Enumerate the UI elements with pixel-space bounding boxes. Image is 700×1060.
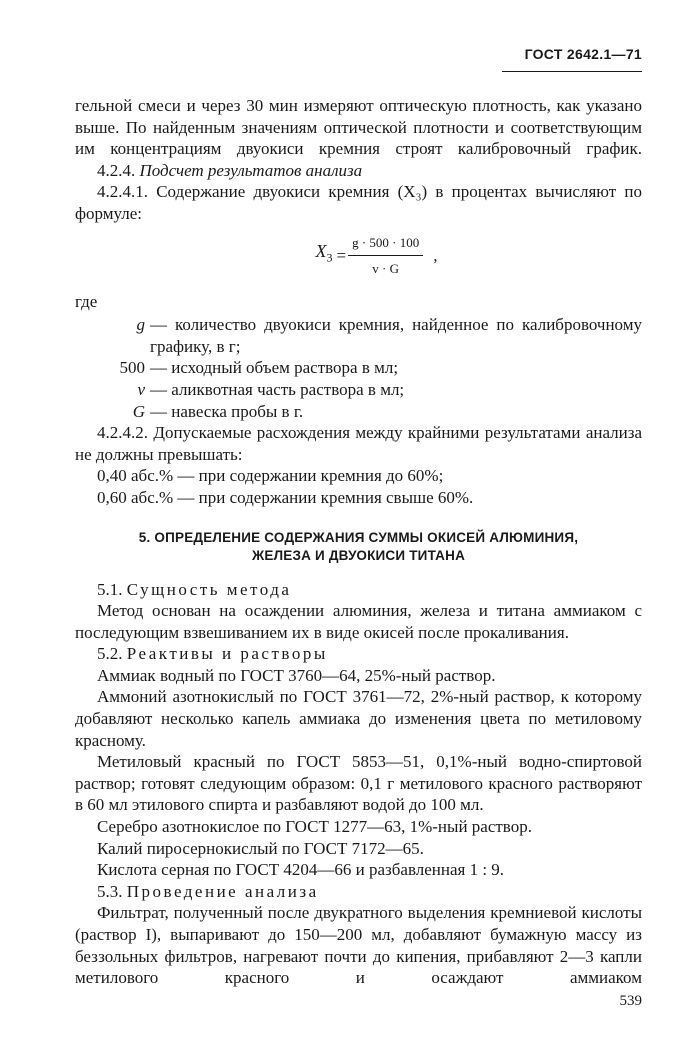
reagent-item: Кислота серная по ГОСТ 4204—66 и разбавленная 1 : 9. bbox=[97, 860, 505, 880]
reagent-item: Метиловый красный по ГОСТ 5853—51, 0,1%-ный водно-спиртовой раствор; готовят следующим образом: 0,1 г метилового красного растворяют в 60 мл этилового спирта и разбавляют водой до 100 мл. bbox=[75, 752, 642, 815]
definition-text: — количество двуокиси кремния, найденное по калибровочному графику, в г; bbox=[150, 315, 642, 356]
formula-equals: = bbox=[336, 245, 347, 265]
subsection-4-2-4-heading bbox=[75, 160, 642, 182]
section-5-heading bbox=[75, 529, 642, 565]
reagent-item: Калий пиросернокислый по ГОСТ 7172—65. bbox=[97, 838, 424, 858]
definition-item bbox=[75, 401, 642, 423]
definition-symbol: 500 bbox=[119, 358, 145, 378]
reagent-item: Серебро азотнокислое по ГОСТ 1277—63, 1%-ный раствор. bbox=[97, 817, 532, 837]
definition-item bbox=[75, 314, 642, 357]
subsection-title: Реактивы и растворы bbox=[126, 644, 328, 664]
formula-denominator: v · G bbox=[372, 260, 400, 276]
formula-comma: , bbox=[433, 245, 438, 265]
subsection-5-1-heading bbox=[75, 579, 642, 601]
subsection-title: Подсчет результатов анализа bbox=[139, 160, 363, 180]
paragraph-4-2-4-1: 4.2.4.1. Содержание двуокиси кремния (X₃) в процентах вычисляют по формуле: bbox=[75, 182, 642, 223]
definition-symbol: v bbox=[137, 379, 145, 399]
definitions-list bbox=[75, 314, 642, 422]
subsection-5-1-text: Метод основан на осаждении алюминия, железа и титана аммиаком с последующим взвешиванием их в виде окисей после прокаливания. bbox=[75, 601, 642, 642]
formula-fraction bbox=[348, 232, 423, 279]
definition-text: — навеска пробы в г. bbox=[150, 401, 304, 421]
header-rule bbox=[502, 71, 642, 72]
definition-text: — исходный объем раствора в мл; bbox=[150, 358, 399, 378]
intro-paragraph: гельной смеси и через 30 мин измеряют оптическую плотность, как указано выше. По найденным значениям оптической плотности и соответствующим им концентрациям двуокиси кремния строят калибровочный график. bbox=[75, 96, 642, 159]
subsection-5-3-heading bbox=[75, 881, 642, 903]
formula-numerator: g · 500 · 100 bbox=[348, 232, 423, 256]
subsection-number: 5.1. bbox=[97, 579, 123, 599]
subsection-number: 4.2.4. bbox=[97, 160, 136, 180]
where-label: где bbox=[75, 291, 98, 311]
tolerance-item: 0,40 абс.% — при содержании кремния до 60%; bbox=[97, 466, 444, 486]
definition-text: — аликвотная часть раствора в мл; bbox=[150, 379, 405, 399]
subsection-title: Проведение анализа bbox=[126, 881, 319, 901]
page-body bbox=[75, 95, 642, 989]
section-heading-line: 5. ОПРЕДЕЛЕНИЕ СОДЕРЖАНИЯ СУММЫ ОКИСЕЙ АЛЮМИНИЯ, bbox=[138, 529, 579, 545]
formula bbox=[111, 227, 642, 285]
formula-lhs: $X_3$ bbox=[315, 241, 333, 266]
subsection-title: Сущность метода bbox=[126, 579, 292, 599]
definition-symbol: g bbox=[136, 315, 145, 335]
subsection-5-3-text: Фильтрат, полученный после двукратного выделения кремниевой кислоты (раствор I), выпаривают до 150—200 мл, добавляют бумажную массу из беззольных фильтров, нагревают почти до кипения, прибавляют 2—3 капли метилового красного и осаждают аммиаком bbox=[75, 903, 642, 988]
definition-item bbox=[75, 357, 642, 379]
subsection-number: 5.3. bbox=[97, 881, 123, 901]
reagent-item: Аммиак водный по ГОСТ 3760—64, 25%-ный раствор. bbox=[97, 665, 496, 685]
definition-item bbox=[75, 379, 642, 401]
subsection-5-2-heading bbox=[75, 643, 642, 665]
paragraph-4-2-4-2: 4.2.4.2. Допускаемые расхождения между крайними результатами анализа не должны превышать: bbox=[75, 423, 642, 464]
page-number: 539 bbox=[619, 993, 642, 1009]
definition-symbol: G bbox=[132, 401, 145, 421]
subsection-number: 5.2. bbox=[97, 644, 123, 664]
section-heading-line: ЖЕЛЕЗА И ДВУОКИСИ ТИТАНА bbox=[251, 547, 466, 563]
formula-lhs-subscript: 3 bbox=[326, 251, 333, 266]
tolerance-item: 0,60 абс.% — при содержании кремния свыше 60%. bbox=[97, 487, 474, 507]
page-header: ГОСТ 2642.1—71 bbox=[524, 46, 642, 62]
reagent-item: Аммоний азотнокислый по ГОСТ 3761—72, 2%-ный раствор, к которому добавляют несколько капель аммиака до изменения цвета по метиловому красному. bbox=[75, 687, 642, 750]
